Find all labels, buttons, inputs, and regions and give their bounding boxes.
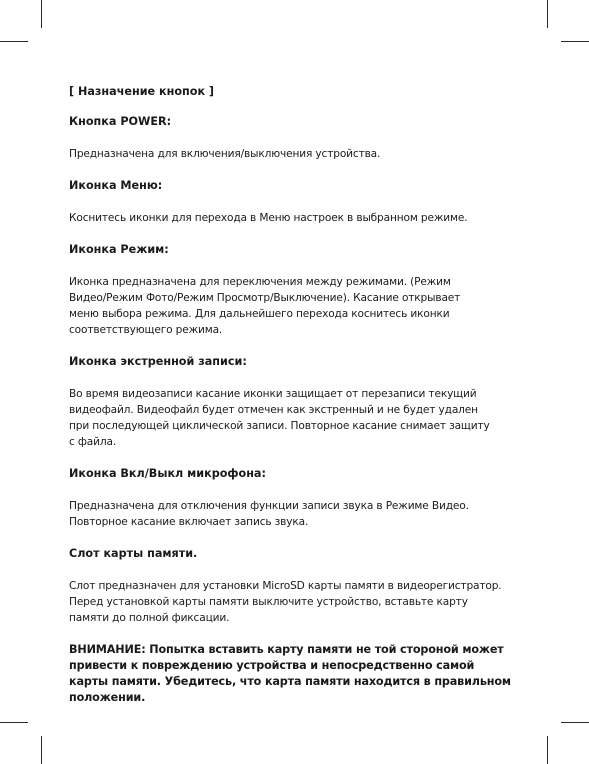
section-heading: Слот карты памяти. — [69, 547, 198, 560]
section-microphone — [69, 466, 519, 530]
sections-list — [69, 114, 519, 626]
section-text — [69, 210, 519, 226]
text-line: видеофайл. Видеофайл будет отмечен как экстренный и не будет удален — [69, 404, 478, 416]
crop-mark-bottom-right-horizontal — [561, 722, 589, 723]
text-line: Коснитесь иконки для перехода в Меню настроек в выбранном режиме. — [69, 212, 468, 224]
warning-line: карты памяти. Убедитесь, что карта памяти находится в правильном — [69, 675, 511, 688]
section-emergency-recording — [69, 354, 519, 450]
warning-line: привести к повреждению устройства и непосредственно самой — [69, 659, 475, 672]
section-heading: Иконка Вкл/Выкл микрофона: — [69, 467, 266, 480]
crop-mark-bottom-right-vertical — [547, 736, 548, 764]
text-line: Предназначена для включения/выключения устройства. — [69, 148, 381, 160]
warning-line: ВНИМАНИЕ: Попытка вставить карту памяти не той стороной может — [69, 643, 504, 656]
text-line: соответствующего режима. — [69, 324, 223, 336]
section-heading: Иконка Режим: — [69, 243, 169, 256]
text-line: Перед установкой карты памяти выключите устройство, вставьте карту — [69, 596, 468, 608]
text-line: Слот предназначен для установки MicroSD карты памяти в видеорегистратор. — [69, 580, 502, 592]
text-line: Видео/Режим Фото/Режим Просмотр/Выключение). Касание открывает — [69, 292, 461, 304]
warning-note — [69, 642, 519, 706]
text-line: памяти до полной фиксации. — [69, 612, 230, 624]
section-memory-card-slot — [69, 546, 519, 626]
warning-line: положении. — [69, 691, 146, 704]
crop-mark-top-left-horizontal — [0, 41, 28, 42]
crop-mark-top-right-horizontal — [561, 41, 589, 42]
section-heading: Кнопка POWER: — [69, 115, 172, 128]
section-heading: Иконка Меню: — [69, 179, 163, 192]
document-body — [69, 84, 519, 706]
section-text — [69, 578, 519, 626]
text-line: Предназначена для отключения функции записи звука в Режиме Видео. — [69, 500, 469, 512]
text-line: меню выбора режима. Для дальнейшего перехода коснитесь иконки — [69, 308, 450, 320]
text-line: Во время видеозаписи касание иконки защищает от перезаписи текущий — [69, 388, 477, 400]
section-menu — [69, 178, 519, 226]
text-line: с файла. — [69, 436, 117, 448]
crop-mark-top-right-vertical — [547, 0, 548, 28]
section-heading: Иконка экстренной записи: — [69, 355, 247, 368]
page-title: [ Назначение кнопок ] — [69, 85, 215, 98]
section-text — [69, 498, 519, 530]
text-line: Иконка предназначена для переключения между режимами. (Режим — [69, 276, 451, 288]
crop-mark-bottom-left-horizontal — [0, 722, 28, 723]
section-text — [69, 146, 519, 162]
text-line: при последующей циклической записи. Повторное касание снимает защиту — [69, 420, 490, 432]
section-text — [69, 274, 519, 338]
text-line: Повторное касание включает запись звука. — [69, 516, 309, 528]
section-text — [69, 386, 519, 450]
section-mode — [69, 242, 519, 338]
crop-mark-bottom-left-vertical — [41, 736, 42, 764]
section-power — [69, 114, 519, 162]
crop-mark-top-left-vertical — [41, 0, 42, 28]
